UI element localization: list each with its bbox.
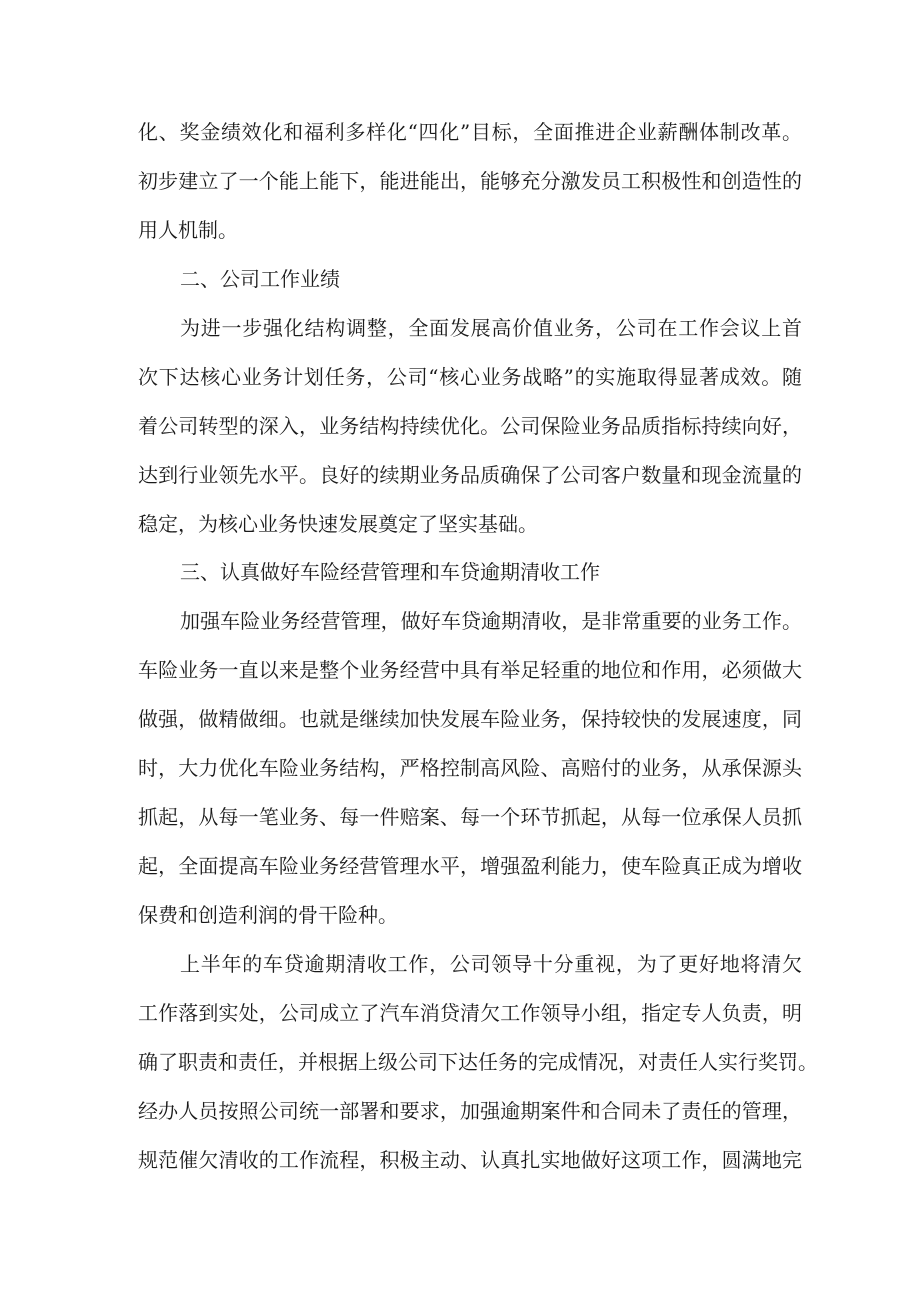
paragraph-3-line-6: 起，全面提高车险业务经营管理水平，增强盈利能力，使车险真正成为增收 xyxy=(138,854,802,878)
section-heading-2: 二、公司工作业绩 xyxy=(180,267,340,291)
paragraph-3-line-3: 做强，做精做细。也就是继续加快发展车险业务，保持较快的发展速度，同 xyxy=(138,707,802,731)
paragraph-2-line-2: 次下达核心业务计划任务，公司“核心业务战略”的实施取得显著成效。随 xyxy=(138,365,802,389)
paragraph-1-line-2: 初步建立了一个能上能下，能进能出，能够充分激发员工积极性和创造性的 xyxy=(138,169,802,193)
paragraph-3-line-2: 车险业务一直以来是整个业务经营中具有举足轻重的地位和作用，必须做大 xyxy=(138,658,802,682)
paragraph-1-line-3: 用人机制。 xyxy=(138,218,238,242)
paragraph-3-line-1: 加强车险业务经营管理，做好车贷逾期清收，是非常重要的业务工作。 xyxy=(180,609,802,633)
paragraph-2-line-3: 着公司转型的深入，业务结构持续优化。公司保险业务品质指标持续向好， xyxy=(138,414,802,438)
paragraph-3-line-4: 时，大力优化车险业务结构，严格控制高风险、高赔付的业务，从承保源头 xyxy=(138,756,802,780)
section-heading-3: 三、认真做好车险经营管理和车贷逾期清收工作 xyxy=(180,560,600,584)
paragraph-4-line-3: 确了职责和责任，并根据上级公司下达任务的完成情况，对责任人实行奖罚。 xyxy=(138,1050,818,1074)
paragraph-4-line-5: 规范催欠清收的工作流程，积极主动、认真扎实地做好这项工作，圆满地完 xyxy=(138,1148,802,1172)
paragraph-4-line-4: 经办人员按照公司统一部署和要求，加强逾期案件和合同未了责任的管理， xyxy=(138,1099,802,1123)
paragraph-1-line-1: 化、奖金绩效化和福利多样化“四化”目标，全面推进企业薪酬体制改革。 xyxy=(138,120,802,144)
paragraph-2-line-4: 达到行业领先水平。良好的续期业务品质确保了公司客户数量和现金流量的 xyxy=(138,463,802,487)
paragraph-3-line-7: 保费和创造利润的骨干险种。 xyxy=(138,903,398,927)
paragraph-2-line-1: 为进一步强化结构调整，全面发展高价值业务，公司在工作会议上首 xyxy=(180,316,802,340)
paragraph-4-line-1: 上半年的车贷逾期清收工作，公司领导十分重视，为了更好地将清欠 xyxy=(180,952,802,976)
paragraph-4-line-2: 工作落到实处，公司成立了汽车消贷清欠工作领导小组，指定专人负责，明 xyxy=(138,1001,802,1025)
paragraph-2-line-5: 稳定，为核心业务快速发展奠定了坚实基础。 xyxy=(138,512,538,536)
paragraph-3-line-5: 抓起，从每一笔业务、每一件赔案、每一个环节抓起，从每一位承保人员抓 xyxy=(138,805,802,829)
